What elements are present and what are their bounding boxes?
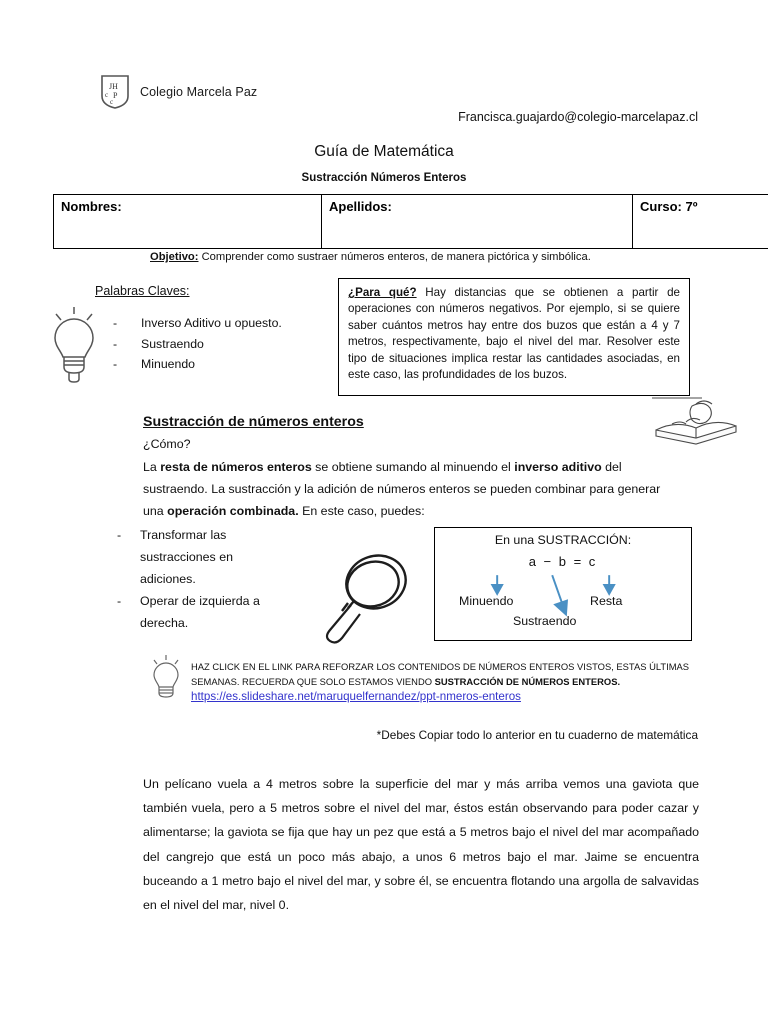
paragraph-part-3: del sustraendo. La sustracción y la adición de números enteros se pueden combinar para generar una: [143, 460, 661, 518]
svg-text:c: c: [105, 91, 109, 99]
school-crest-icon: [100, 74, 130, 110]
link-note-bold: SUSTRACCIÓN DE NÚMEROS ENTEROS.: [434, 675, 621, 687]
como-label: ¿Cómo?: [143, 437, 191, 451]
keyword-label: Minuendo: [141, 357, 196, 371]
curso-cell[interactable]: Curso: 7º: [633, 195, 768, 249]
diagram-title: En una SUSTRACCIÓN:: [494, 533, 632, 547]
para-que-text: [348, 285, 680, 383]
section-heading: Sustracción de números enteros: [143, 414, 364, 430]
list-item: [113, 313, 323, 334]
paragraph-part-1: La: [143, 460, 161, 474]
paragraph-part-2: se obtiene sumando al minuendo el: [311, 460, 515, 474]
paragraph-bold-2: inverso aditivo: [514, 460, 602, 474]
keywords-list: [113, 313, 323, 375]
lightbulb-icon: [148, 653, 184, 703]
paragraph-part-4: En este caso, puedes:: [298, 504, 425, 518]
para-que-box: [338, 278, 690, 396]
step-label: Operar de izquierda a derecha.: [140, 594, 260, 630]
keyword-label: Sustraendo: [141, 336, 204, 351]
table-row: [54, 195, 768, 249]
palabras-claves-title: Palabras Claves:: [95, 284, 190, 298]
objetivo-line: [150, 251, 591, 263]
paragraph-bold-1: resta de números enteros: [160, 460, 312, 474]
label-minuendo: Minuendo: [459, 594, 514, 608]
paragraph-bold-3: operación combinada.: [167, 504, 299, 518]
apellidos-cell[interactable]: Apellidos:: [322, 195, 633, 249]
bullet-dash: -: [113, 336, 118, 351]
para-que-label: ¿Para qué?: [348, 286, 417, 299]
para-que-body: Hay distancias que se obtienen a partir de operaciones con números negativos. Por ejemplo, si se quiere saber cuántos metros hay entre dos buzos que están a 4 y 7 metros, respectivamente, bajo el nivel del mar. Resolver este tipo de situaciones implica restar las cantidades asociadas, en este caso, las profundidades de los buzos.: [348, 286, 680, 382]
svg-text:JH: JH: [109, 82, 118, 91]
objetivo-text: Comprender como sustraer números enteros, de manera pictórica y simbólica.: [198, 251, 591, 263]
story-paragraph: Un pelícano vuela a 4 metros sobre la superficie del mar y más arriba vemos una gaviota que también vuela, pero a 5 metros sobre el nivel del mar, éstos están observando para poder cazar y alimentarse; la gaviota se fija que hay un pez que está a 5 metros bajo el nivel del mar acompañado del cangrejo que está un poco más abajo, a unos 6 metros bajo el mar. Jaime se encuentra buceando a 1 metro bajo el nivel del mar, y sobre él, se encuentra flotando una argolla de salvavidas en el nivel del mar, nivel 0.: [143, 777, 699, 913]
teacher-email: Francisca.guajardo@colegio-marcelapaz.cl: [458, 110, 698, 124]
step-label: Transformar las sustracciones en adiciones.: [140, 528, 233, 586]
school-name: Colegio Marcela Paz: [140, 85, 258, 99]
student-info-table: [53, 194, 768, 249]
svg-text:P: P: [113, 91, 118, 100]
keyword-label: Inverso Aditivo u opuesto.: [141, 316, 282, 330]
lightbulb-icon: [43, 303, 105, 389]
sustraccion-diagram-box: [434, 527, 692, 641]
label-resta: Resta: [590, 594, 623, 608]
bullet-dash: -: [113, 357, 118, 371]
magnifying-glass-icon: [318, 548, 418, 648]
svg-text:c: c: [110, 98, 114, 106]
nombres-cell[interactable]: Nombres:: [54, 195, 322, 249]
diagram-equation: a − b = c: [528, 554, 598, 569]
school-logo-row: [100, 74, 257, 110]
person-reading-book-icon: [652, 396, 740, 446]
page-subtitle: Sustracción Números Enteros: [301, 172, 467, 184]
objetivo-label: Objetivo:: [150, 251, 199, 263]
label-sustraendo: Sustraendo: [513, 614, 577, 628]
copy-note: *Debes Copiar todo lo anterior en tu cuaderno de matemática: [376, 728, 698, 742]
main-paragraph: [143, 456, 663, 522]
list-item: [113, 354, 323, 375]
bullet-dash: -: [117, 594, 122, 608]
page-title: Guía de Matemática: [314, 143, 454, 160]
bullet-dash: -: [117, 528, 122, 542]
link-note-part1: HAZ CLICK EN EL LINK PARA REFORZAR LOS CONTENIDOS DE NÚMEROS ENTEROS VISTOS, ESTAS ÚLTIMAS SEMANAS. RECUERDA QUE SOLO ESTAMOS VIENDO: [191, 661, 690, 687]
slideshare-link[interactable]: https://es.slideshare.net/maruquelfernandez/ppt-nmeros-enteros: [191, 690, 521, 703]
bullet-dash: -: [113, 316, 118, 330]
list-item: [113, 334, 323, 355]
link-instruction-text: [191, 660, 691, 689]
